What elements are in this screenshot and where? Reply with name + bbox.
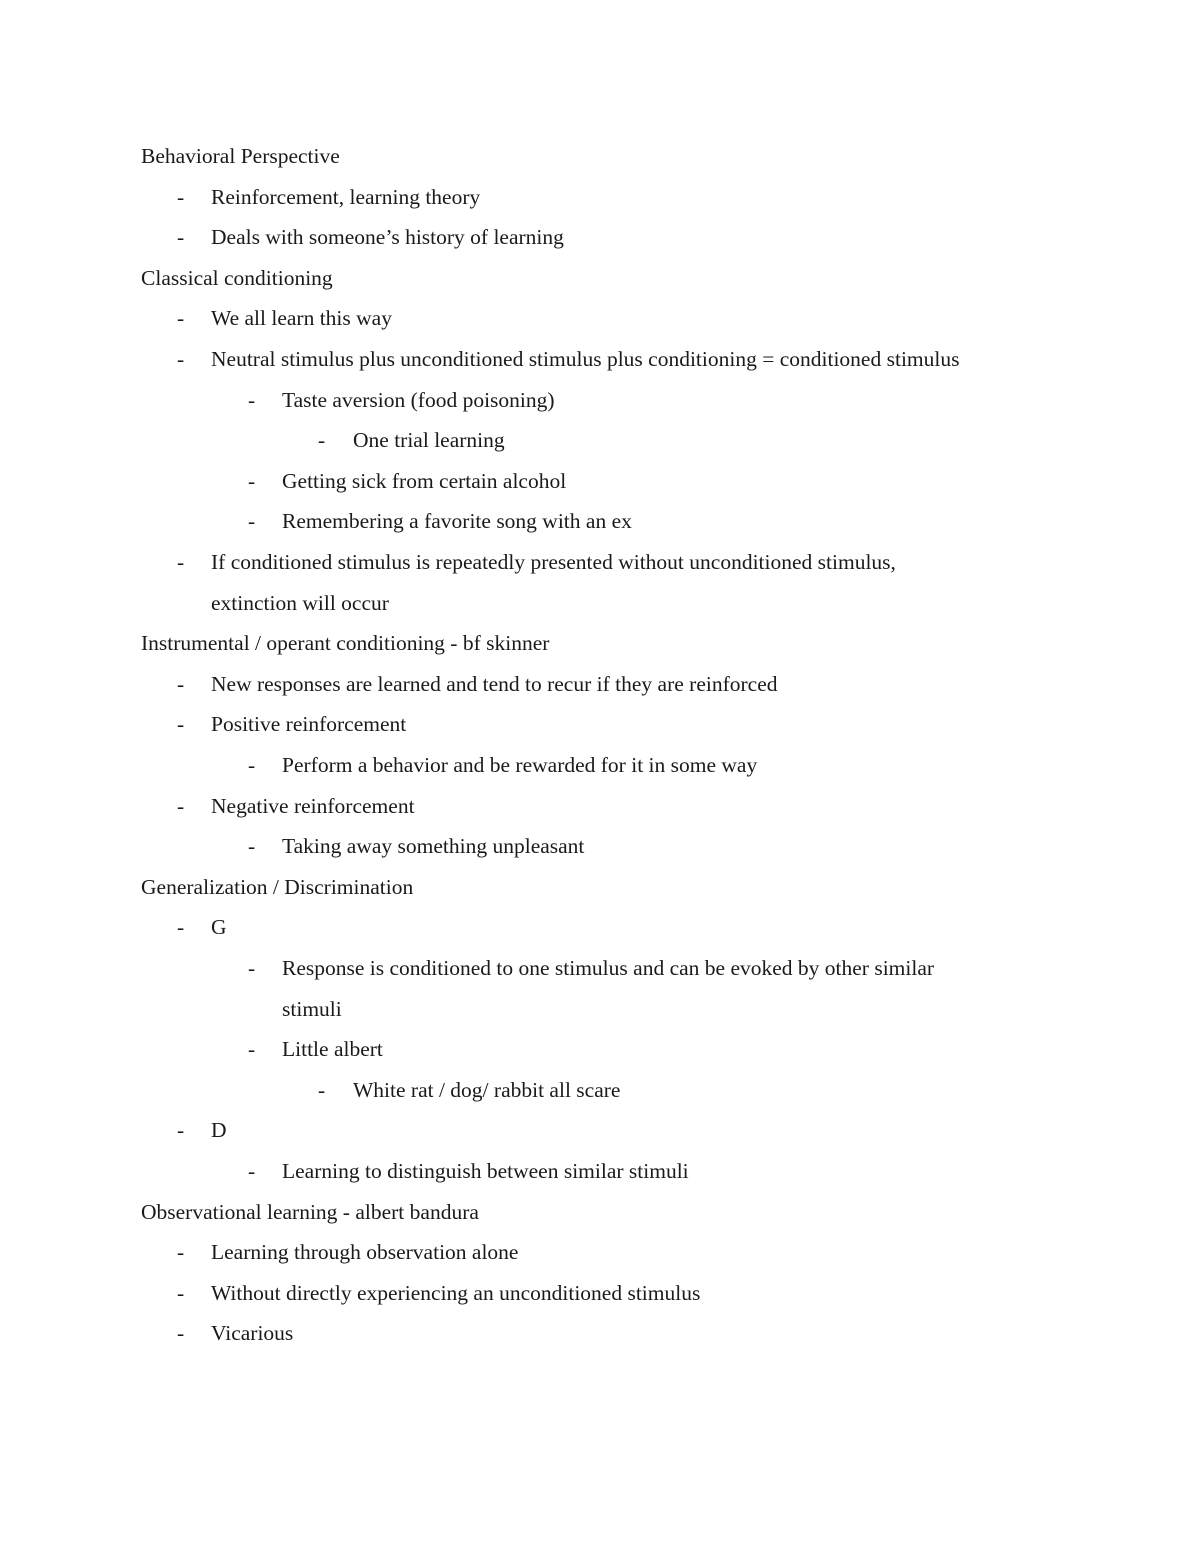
list-item-text: D	[211, 1118, 227, 1143]
list-item-text: Neutral stimulus plus unconditioned stimulus plus conditioning = conditioned stimulus	[211, 347, 960, 371]
list-item-text: Getting sick from certain alcohol	[282, 468, 567, 493]
bullet-dash: -	[248, 468, 256, 493]
bullet-dash: -	[177, 671, 185, 696]
bullet-dash: -	[177, 915, 185, 940]
bullet-dash: -	[177, 1118, 185, 1143]
list-item-text: Response is conditioned to one stimulus and can be evoked by other similar	[282, 956, 935, 980]
bullet-dash: -	[177, 1240, 185, 1265]
bullet-dash: -	[177, 712, 185, 737]
bullet-dash: -	[318, 428, 326, 453]
list-item-text: Taste aversion (food poisoning)	[282, 387, 555, 412]
bullet-dash: -	[177, 1321, 185, 1346]
list-item-text: Vicarious	[211, 1321, 294, 1346]
list-item-text: Little albert	[282, 1037, 383, 1062]
list-item-text: Positive reinforcement	[211, 712, 407, 737]
bullet-dash: -	[248, 1037, 256, 1062]
list-item-text: Learning through observation alone	[211, 1240, 519, 1265]
bullet-dash: -	[248, 956, 256, 980]
list-item-text: Perform a behavior and be rewarded for it in some way	[282, 753, 758, 777]
list-item-text: Remembering a favorite song with an ex	[282, 509, 632, 534]
list-item-text: One trial learning	[353, 428, 505, 453]
bullet-dash: -	[248, 753, 256, 777]
list-item-text: extinction will occur	[211, 590, 389, 615]
bullet-dash: -	[248, 1159, 256, 1183]
list-item-text: If conditioned stimulus is repeatedly presented without unconditioned stimulus,	[211, 550, 896, 574]
section-heading: Behavioral Perspective	[141, 144, 340, 168]
bullet-dash: -	[177, 1280, 185, 1305]
bullet-dash: -	[177, 225, 185, 250]
section-heading: Classical conditioning	[141, 265, 333, 290]
list-item-text: Taking away something unpleasant	[282, 834, 585, 859]
bullet-dash: -	[177, 793, 185, 818]
bullet-dash: -	[318, 1077, 326, 1102]
bullet-dash: -	[248, 834, 256, 859]
list-item-text: White rat / dog/ rabbit all scare	[353, 1077, 621, 1102]
list-item-text: Learning to distinguish between similar stimuli	[282, 1159, 689, 1183]
bullet-dash: -	[248, 509, 256, 534]
list-item-text: Deals with someone’s history of learning	[211, 225, 564, 250]
section-heading: Generalization / Discrimination	[141, 874, 414, 899]
bullet-dash: -	[177, 347, 185, 371]
section-heading: Observational learning - albert bandura	[141, 1199, 479, 1224]
bullet-dash: -	[177, 550, 185, 574]
list-item-text: Without directly experiencing an unconditioned stimulus	[211, 1280, 701, 1305]
bullet-dash: -	[248, 387, 256, 412]
list-item-text: We all learn this way	[211, 306, 392, 331]
bullet-dash: -	[177, 306, 185, 331]
list-item-text: Reinforcement, learning theory	[211, 184, 481, 209]
list-item-text: G	[211, 915, 227, 940]
list-item-text: stimuli	[282, 996, 342, 1021]
section-heading: Instrumental / operant conditioning - bf skinner	[141, 631, 550, 656]
list-item-text: New responses are learned and tend to recur if they are reinforced	[211, 671, 778, 696]
bullet-dash: -	[177, 184, 185, 209]
list-item-text: Negative reinforcement	[211, 793, 415, 818]
